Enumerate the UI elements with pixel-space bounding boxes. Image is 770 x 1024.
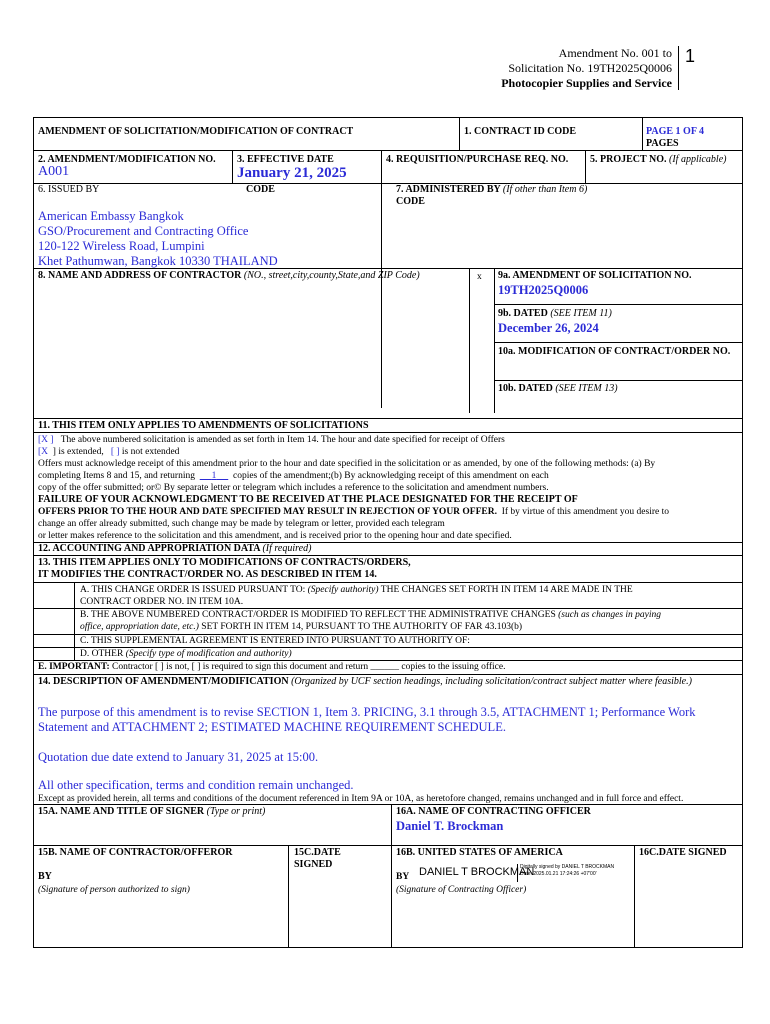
issuer-line: American Embassy Bangkok: [38, 209, 184, 223]
signature-officer-caption: (Signature of Contracting Officer): [396, 885, 527, 895]
item14-unchanged: All other specification, terms and condition remain unchanged.: [38, 778, 354, 792]
issuer-address: [38, 209, 278, 269]
divider: [34, 432, 742, 433]
item11-line7b: If by virtue of this amendment you desire to: [501, 507, 670, 517]
item9b-hint: (SEE ITEM 11): [550, 308, 612, 319]
item14-label: [38, 676, 692, 688]
item14-body: [38, 705, 696, 735]
amendment-no-value: A001: [38, 164, 70, 179]
digital-signature-stamp: [520, 864, 614, 878]
item15a-hint: (Type or print): [206, 806, 266, 817]
item9b-label: [498, 308, 612, 320]
divider: [34, 582, 742, 583]
divider: [634, 845, 635, 947]
item13-line1: 13. THIS ITEM APPLIES ONLY TO MODIFICATIONS OF CONTRACTS/ORDERS,: [38, 557, 411, 568]
code-label: CODE: [246, 184, 275, 195]
issuer-line: GSO/Procurement and Contracting Office: [38, 224, 249, 238]
item11-line3: Offers must acknowledge receipt of this amendment prior to the hour and date specified in the solicitation or as amended, by one of the following methods: (a) By: [38, 459, 656, 469]
contractor-label-text: 8. NAME AND ADDRESS OF CONTRACTOR: [38, 270, 242, 281]
contractor-label: [38, 270, 420, 282]
item12-text: 12. ACCOUNTING AND APPROPRIATION DATA: [38, 543, 260, 554]
item14-due-date: Quotation due date extend to January 31, 2025 at 15:00.: [38, 750, 319, 764]
divider: [585, 150, 586, 183]
page-count-label: PAGE 1 OF 4: [646, 126, 705, 137]
divider: [34, 183, 742, 184]
issuer-line: 120-122 Wireless Road, Lumpini: [38, 239, 205, 253]
item11-copies: 1: [211, 471, 217, 481]
item16c-label: 16C.DATE SIGNED: [639, 847, 727, 858]
divider: [494, 342, 742, 343]
divider: [494, 304, 742, 305]
header-line2: Solicitation No. 19TH2025Q0006: [508, 61, 672, 75]
item9b-text: 9b. DATED: [498, 308, 548, 319]
item13b-line1a: B. THE ABOVE NUMBERED CONTRACT/ORDER IS MODIFIED TO REFLECT THE ADMINISTRATIVE CHANGES: [80, 610, 556, 620]
item9b-value: December 26, 2024: [498, 321, 599, 335]
effective-date-value: January 21, 2025: [237, 165, 347, 181]
item15b-label: 15B. NAME OF CONTRACTOR/OFFEROR: [38, 847, 233, 858]
divider: [34, 555, 742, 556]
item13a-line2: CONTRACT ORDER NO. IN ITEM 10A.: [80, 597, 244, 607]
divider: [459, 118, 460, 150]
item15c-label1: 15C.DATE: [294, 847, 341, 858]
header-line3: Photocopier Supplies and Service: [501, 76, 672, 90]
item9a-label: 9a. AMENDMENT OF SOLICITATION NO.: [498, 270, 692, 281]
itemE-label: E. IMPORTANT:: [38, 662, 110, 672]
header-line1: Amendment No. 001 to: [558, 46, 672, 60]
digital-signature-line: Date: 2025.01.21 17:24:26 +07'00': [520, 871, 597, 877]
item16a-label: 16A. NAME OF CONTRACTING OFFICER: [396, 806, 591, 817]
page-number: 1: [685, 46, 696, 66]
signature-name: DANIEL T BROCKMAN: [419, 866, 535, 878]
item13a-line1a: A. THIS CHANGE ORDER IS ISSUED PURSUANT TO:: [80, 585, 306, 595]
contractor-hint: (NO., street,city,county,State,and ZIP Code): [243, 270, 420, 281]
header-block: [440, 46, 672, 91]
issuer-line: Khet Pathumwan, Bangkok 10330 THAILAND: [38, 254, 278, 268]
item16a-value: Daniel T. Brockman: [396, 819, 504, 833]
item11-line8: change an offer already submitted, such change may be made by telegram or letter, provided each telegram: [38, 519, 445, 529]
requisition-label: 4. REQUISITION/PURCHASE REQ. NO.: [386, 154, 569, 165]
by-label: BY: [38, 871, 52, 882]
signature-person-caption: (Signature of person authorized to sign): [38, 885, 190, 895]
item12-hint: (If required): [262, 543, 312, 554]
item14-text: 14. DESCRIPTION OF AMENDMENT/MODIFICATION: [38, 676, 289, 687]
digital-signature-line: Digitally signed by DANIEL T BROCKMAN: [520, 864, 615, 870]
item11-line4b: copies of the amendment;(b) By acknowledging receipt of this amendment on each: [232, 471, 549, 481]
item11-line7a: OFFERS PRIOR TO THE HOUR AND DATE SPECIFIED MAY RESULT IN REJECTION OF YOUR OFFER.: [38, 507, 497, 517]
divider: [34, 418, 742, 419]
item11-title: 11. THIS ITEM ONLY APPLIES TO AMENDMENTS OF SOLICITATIONS: [38, 420, 369, 431]
item10b-label: [498, 383, 618, 395]
item13b-line2a: office, appropriation date, etc.): [80, 622, 199, 632]
effective-date-label: 3. EFFECTIVE DATE: [237, 154, 334, 165]
contract-id-label: 1. CONTRACT ID CODE: [464, 126, 577, 137]
divider: [34, 674, 742, 675]
signature-divider: [517, 864, 518, 882]
administered-by-label: [396, 184, 587, 196]
item11-line2b: is not extended: [121, 447, 180, 457]
divider: [34, 845, 742, 846]
divider: [642, 118, 643, 150]
project-label: [590, 154, 726, 166]
item10a-label: 10a. MODIFICATION OF CONTRACT/ORDER NO.: [498, 346, 731, 357]
item14-body-line: Statement and ATTACHMENT 2; ESTIMATED MACHINE REQUIREMENT SCHEDULE.: [38, 720, 506, 734]
item13a-hint: (Specify authority): [307, 585, 379, 595]
amendment-form: [33, 117, 743, 948]
project-hint: (If applicable): [669, 154, 727, 165]
item13d-hint: (Specify type of modification and authority): [125, 649, 292, 659]
item16b-label: 16B. UNITED STATES OF AMERICA: [396, 847, 563, 858]
divider: [391, 804, 392, 947]
item11-line2: ] is extended,: [52, 447, 104, 457]
item13b-hint: (such as changes in paying: [558, 610, 662, 620]
header-divider: [678, 46, 679, 90]
item13b-line2b: SET FORTH IN ITEM 14, PURSUANT TO THE AUTHORITY OF FAR 43.103(b): [201, 622, 523, 632]
except-text: Except as provided herein, all terms and conditions of the document referenced in Item 9A or 10A, as heretofore changed, remains unchanged and in full force and effect.: [38, 794, 684, 804]
administered-by-text: 7. ADMINISTERED BY: [396, 184, 501, 195]
item14-hint: (Organized by UCF section headings, including solicitation/contract subject matter where feasible.): [291, 676, 692, 687]
item11-line5: copy of the offer submitted; or© By separate letter or telegram which includes a reference to the solicitation and amendment numbers.: [38, 483, 549, 493]
divider: [494, 380, 742, 381]
form-title: AMENDMENT OF SOLICITATION/MODIFICATION OF CONTRACT: [38, 126, 354, 137]
item11-x1: [X ]: [38, 435, 54, 445]
item11-line1: The above numbered solicitation is amended as set forth in Item 14. The hour and date specified for receipt of Offers: [60, 435, 505, 445]
divider: [494, 268, 495, 413]
item11-line4a: completing Items 8 and 15, and returning: [38, 471, 195, 481]
divider: [232, 150, 233, 183]
administered-by-hint: (If other than Item 6): [502, 184, 588, 195]
by-label-2: BY: [396, 872, 410, 882]
item9a-value: 19TH2025Q0006: [498, 283, 589, 297]
divider: [74, 582, 75, 660]
item11-x2: [X: [38, 447, 49, 457]
item15c-label2: SIGNED: [294, 859, 333, 870]
divider: [469, 268, 470, 413]
item15a-text: 15A. NAME AND TITLE OF SIGNER: [38, 806, 205, 817]
pages-label: PAGES: [646, 138, 679, 149]
project-label-text: 5. PROJECT NO.: [590, 154, 667, 165]
divider: [34, 804, 742, 805]
item13d-label: D. OTHER: [80, 649, 124, 659]
item13-line2: IT MODIFIES THE CONTRACT/ORDER NO. AS DESCRIBED IN ITEM 14.: [38, 569, 377, 580]
issued-by-label: 6. ISSUED BY: [38, 184, 100, 195]
item11-line6: FAILURE OF YOUR ACKNOWLEDGMENT TO BE RECEIVED AT THE PLACE DESIGNATED FOR THE RECEIPT OF: [38, 494, 578, 505]
item11-line9: or letter makes reference to the solicitation and this amendment, and is received prior to the opening hour and date specified.: [38, 531, 512, 541]
itemE-text: Contractor [ ] is not, [ ] is required to sign this document and return ______ copies to the issuing office.: [112, 662, 506, 672]
code-label-2: CODE: [396, 196, 425, 207]
x-mark: x: [477, 272, 482, 282]
item13a-line1b: THE CHANGES SET FORTH IN ITEM 14 ARE MADE IN THE: [380, 585, 633, 595]
item15a-label: [38, 806, 265, 818]
item13c: C. THIS SUPPLEMENTAL AGREEMENT IS ENTERED INTO PURSUANT TO AUTHORITY OF:: [80, 636, 470, 646]
divider: [34, 150, 742, 151]
item11-bracket: [ ]: [110, 447, 120, 457]
item10b-hint: (SEE ITEM 13): [555, 383, 618, 394]
item14-body-line: The purpose of this amendment is to revise SECTION 1, Item 3. PRICING, 3.1 through 3.5, ATTACHMENT 1; Performance Work: [38, 705, 696, 719]
item12-label: [38, 543, 311, 555]
item10b-text: 10b. DATED: [498, 383, 553, 394]
divider: [288, 845, 289, 947]
amendment-no-label: 2. AMENDMENT/MODIFICATION NO.: [38, 154, 216, 165]
divider: [34, 268, 742, 269]
